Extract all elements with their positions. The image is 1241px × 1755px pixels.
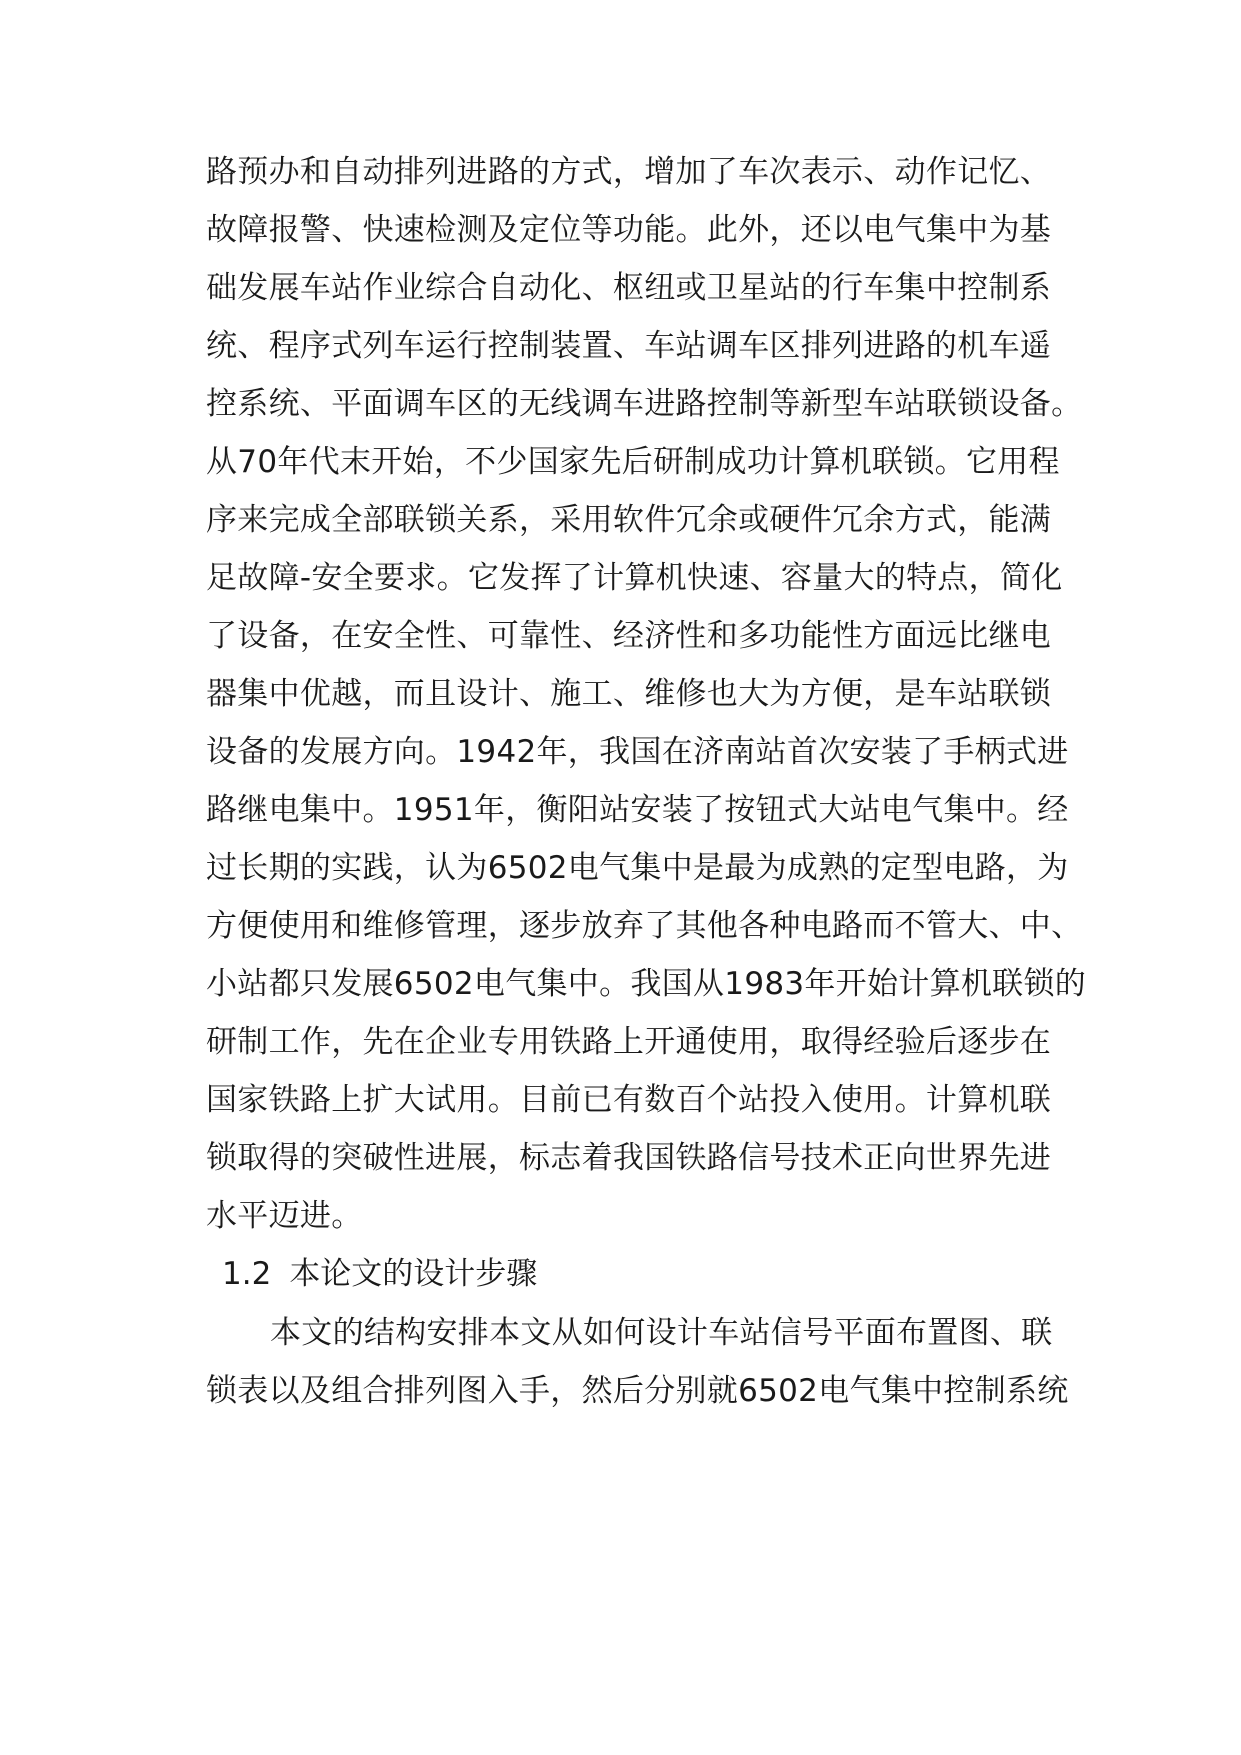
paragraph-line: 方便使用和维修管理，逐步放弃了其他各种电路而不管大、中、 <box>206 908 1083 944</box>
paragraph-line: 故障报警、快速检测及定位等功能。此外，还以电气集中为基 <box>206 212 1052 248</box>
paragraph-line: 统、程序式列车运行控制装置、车站调车区排列进路的机车遥 <box>206 328 1052 364</box>
paragraph-line: 从70年代末开始，不少国家先后研制成功计算机联锁。它用程 <box>206 444 1060 480</box>
paragraph-line: 了设备，在安全性、可靠性、经济性和多功能性方面远比继电 <box>206 618 1052 654</box>
paragraph-line: 器集中优越，而且设计、施工、维修也大为方便，是车站联锁 <box>206 676 1052 712</box>
section-heading <box>222 1254 537 1294</box>
paragraph-line: 过长期的实践，认为6502电气集中是最为成熟的定型电路，为 <box>206 850 1069 886</box>
paragraph-line: 路继电集中。1951年，衡阳站安装了按钮式大站电气集中。经 <box>206 792 1069 828</box>
paragraph-line: 小站都只发展6502电气集中。我国从1983年开始计算机联锁的 <box>206 966 1087 1002</box>
paragraph-line: 设备的发展方向。1942年，我国在济南站首次安装了手柄式进 <box>206 734 1069 770</box>
section-number: 1.2 <box>222 1256 272 1292</box>
paragraph-line: 序来完成全部联锁关系，采用软件冗余或硬件冗余方式，能满 <box>206 502 1052 538</box>
section-title: 本论文的设计步骤 <box>289 1256 538 1292</box>
paragraph-line: 锁取得的突破性进展，标志着我国铁路信号技术正向世界先进 <box>206 1140 1052 1176</box>
paragraph-line: 控系统、平面调车区的无线调车进路控制等新型车站联锁设备。 <box>206 386 1083 422</box>
paragraph-line: 路预办和自动排列进路的方式，增加了车次表示、动作记忆、 <box>206 154 1052 190</box>
paragraph-line: 研制工作，先在企业专用铁路上开通使用，取得经验后逐步在 <box>206 1024 1052 1060</box>
paragraph-line: 水平迈进。 <box>206 1198 363 1234</box>
paragraph-line: 足故障-安全要求。它发挥了计算机快速、容量大的特点，简化 <box>206 560 1063 596</box>
paragraph-line: 本文的结构安排本文从如何设计车站信号平面布置图、联 <box>270 1315 1053 1351</box>
paragraph-line: 国家铁路上扩大试用。目前已有数百个站投入使用。计算机联 <box>206 1082 1052 1118</box>
paragraph-line: 础发展车站作业综合自动化、枢纽或卫星站的行车集中控制系 <box>206 270 1052 306</box>
paragraph-line: 锁表以及组合排列图入手，然后分别就6502电气集中控制系统 <box>206 1373 1069 1409</box>
